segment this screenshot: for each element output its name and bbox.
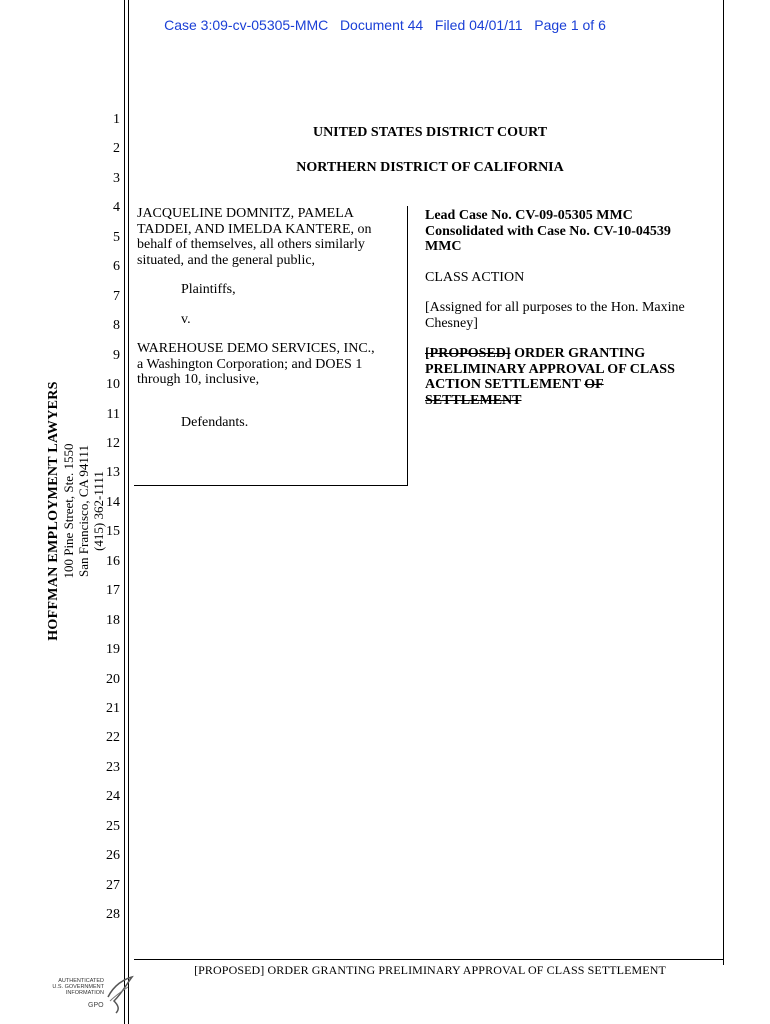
versus-label: v. [181,311,191,327]
firm-street: 100 Pine Street, Ste. 1550 [61,443,76,579]
plaintiffs-line: JACQUELINE DOMNITZ, PAMELA [137,206,354,221]
assigned-line: [Assigned for all purposes to the Hon. Maxine [425,300,685,315]
title-text: ORDER GRANTING [510,346,646,361]
document-title-line: PRELIMINARY APPROVAL OF CLASS [425,361,675,377]
document-title-line [425,346,710,362]
line-number: 12 [106,435,120,451]
plaintiffs-label: Plaintiffs, [181,282,236,297]
lead-case-line: Lead Case No. CV-09-05305 MMC [425,208,633,223]
plaintiffs-line: behalf of themselves, all others similarly [137,237,365,252]
document-title-line [425,377,710,393]
firm-sidebar [46,380,106,642]
line-number: 21 [106,701,120,716]
case-info [425,208,710,408]
line-number: 2 [113,141,120,157]
lead-case-line: Consolidated with Case No. CV-10-04539 [425,223,671,239]
firm-name: HOFFMAN EMPLOYMENT LAWYERS [46,381,61,641]
struck-proposed: [PROPOSED] [425,346,511,361]
line-number: 19 [106,642,120,658]
firm-city: San Francisco, CA 94111 [76,445,91,577]
gpo-authentication-seal [42,975,132,1017]
line-number: 17 [106,583,120,599]
left-margin-rule-outer [124,0,125,1024]
seal-text: AUTHENTICATED U.S. GOVERNMENT INFORMATION [52,978,104,996]
line-number: 5 [113,229,120,245]
court-district: NORTHERN DISTRICT OF CALIFORNIA [296,160,564,175]
line-number: 9 [113,347,120,363]
left-margin-rule-inner [128,0,129,1024]
line-number: 13 [106,465,120,481]
line-number: 15 [106,524,120,540]
line-number: 11 [106,406,120,422]
caption-parties [137,206,402,430]
line-number: 6 [113,259,120,275]
firm-phone: (415) 362-1111 [91,471,106,551]
lead-case-line: MMC [425,239,462,254]
caption-box-vertical-rule [407,206,408,486]
line-number: 7 [113,288,120,304]
defendants-line: WAREHOUSE DEMO SERVICES, INC., [137,341,375,356]
caption-box-bottom-rule [134,485,408,486]
defendants-label: Defendants. [181,414,249,430]
line-number: 26 [106,848,120,864]
gpo-mark: GPO [88,1002,104,1009]
defendants-line: a Washington Corporation; and DOES 1 [137,356,363,372]
line-number: 18 [106,612,120,628]
document-title [425,346,710,408]
title-text: ACTION SETTLEMENT [425,377,585,392]
court-name: UNITED STATES DISTRICT COURT [312,125,548,140]
line-number: 8 [113,318,120,334]
line-number: 20 [106,671,120,687]
line-number: 23 [106,759,120,775]
line-number: 10 [106,377,120,393]
plaintiffs-line: situated, and the general public, [137,252,316,268]
plaintiffs-line: TADDEI, AND IMELDA KANTERE, on [137,221,372,237]
line-number: 24 [106,789,120,805]
ecf-header: Case 3:09-cv-05305-MMC Document 44 Filed 04/01/11 Page 1 of 6 [164,17,606,33]
footer-rule [134,959,724,960]
line-number: 28 [106,907,120,923]
struck-of: OF [584,377,604,392]
right-margin-rule [723,0,724,965]
struck-settlement: SETTLEMENT [425,392,522,408]
defendants-line: through 10, inclusive, [137,372,260,387]
line-number: 14 [106,494,120,510]
line-number: 25 [106,818,120,834]
eagle-icon [104,975,134,1015]
line-number: 27 [106,877,120,893]
assigned-line: Chesney] [425,315,478,331]
line-number: 16 [106,553,120,569]
class-action-label: CLASS ACTION [425,269,525,285]
footer-title: [PROPOSED] ORDER GRANTING PRELIMINARY APPROVAL OF CLASS SETTLEMENT [194,963,666,977]
line-number: 3 [113,170,120,186]
line-number: 4 [113,200,120,216]
line-number: 22 [106,730,120,746]
line-number: 1 [113,112,120,127]
